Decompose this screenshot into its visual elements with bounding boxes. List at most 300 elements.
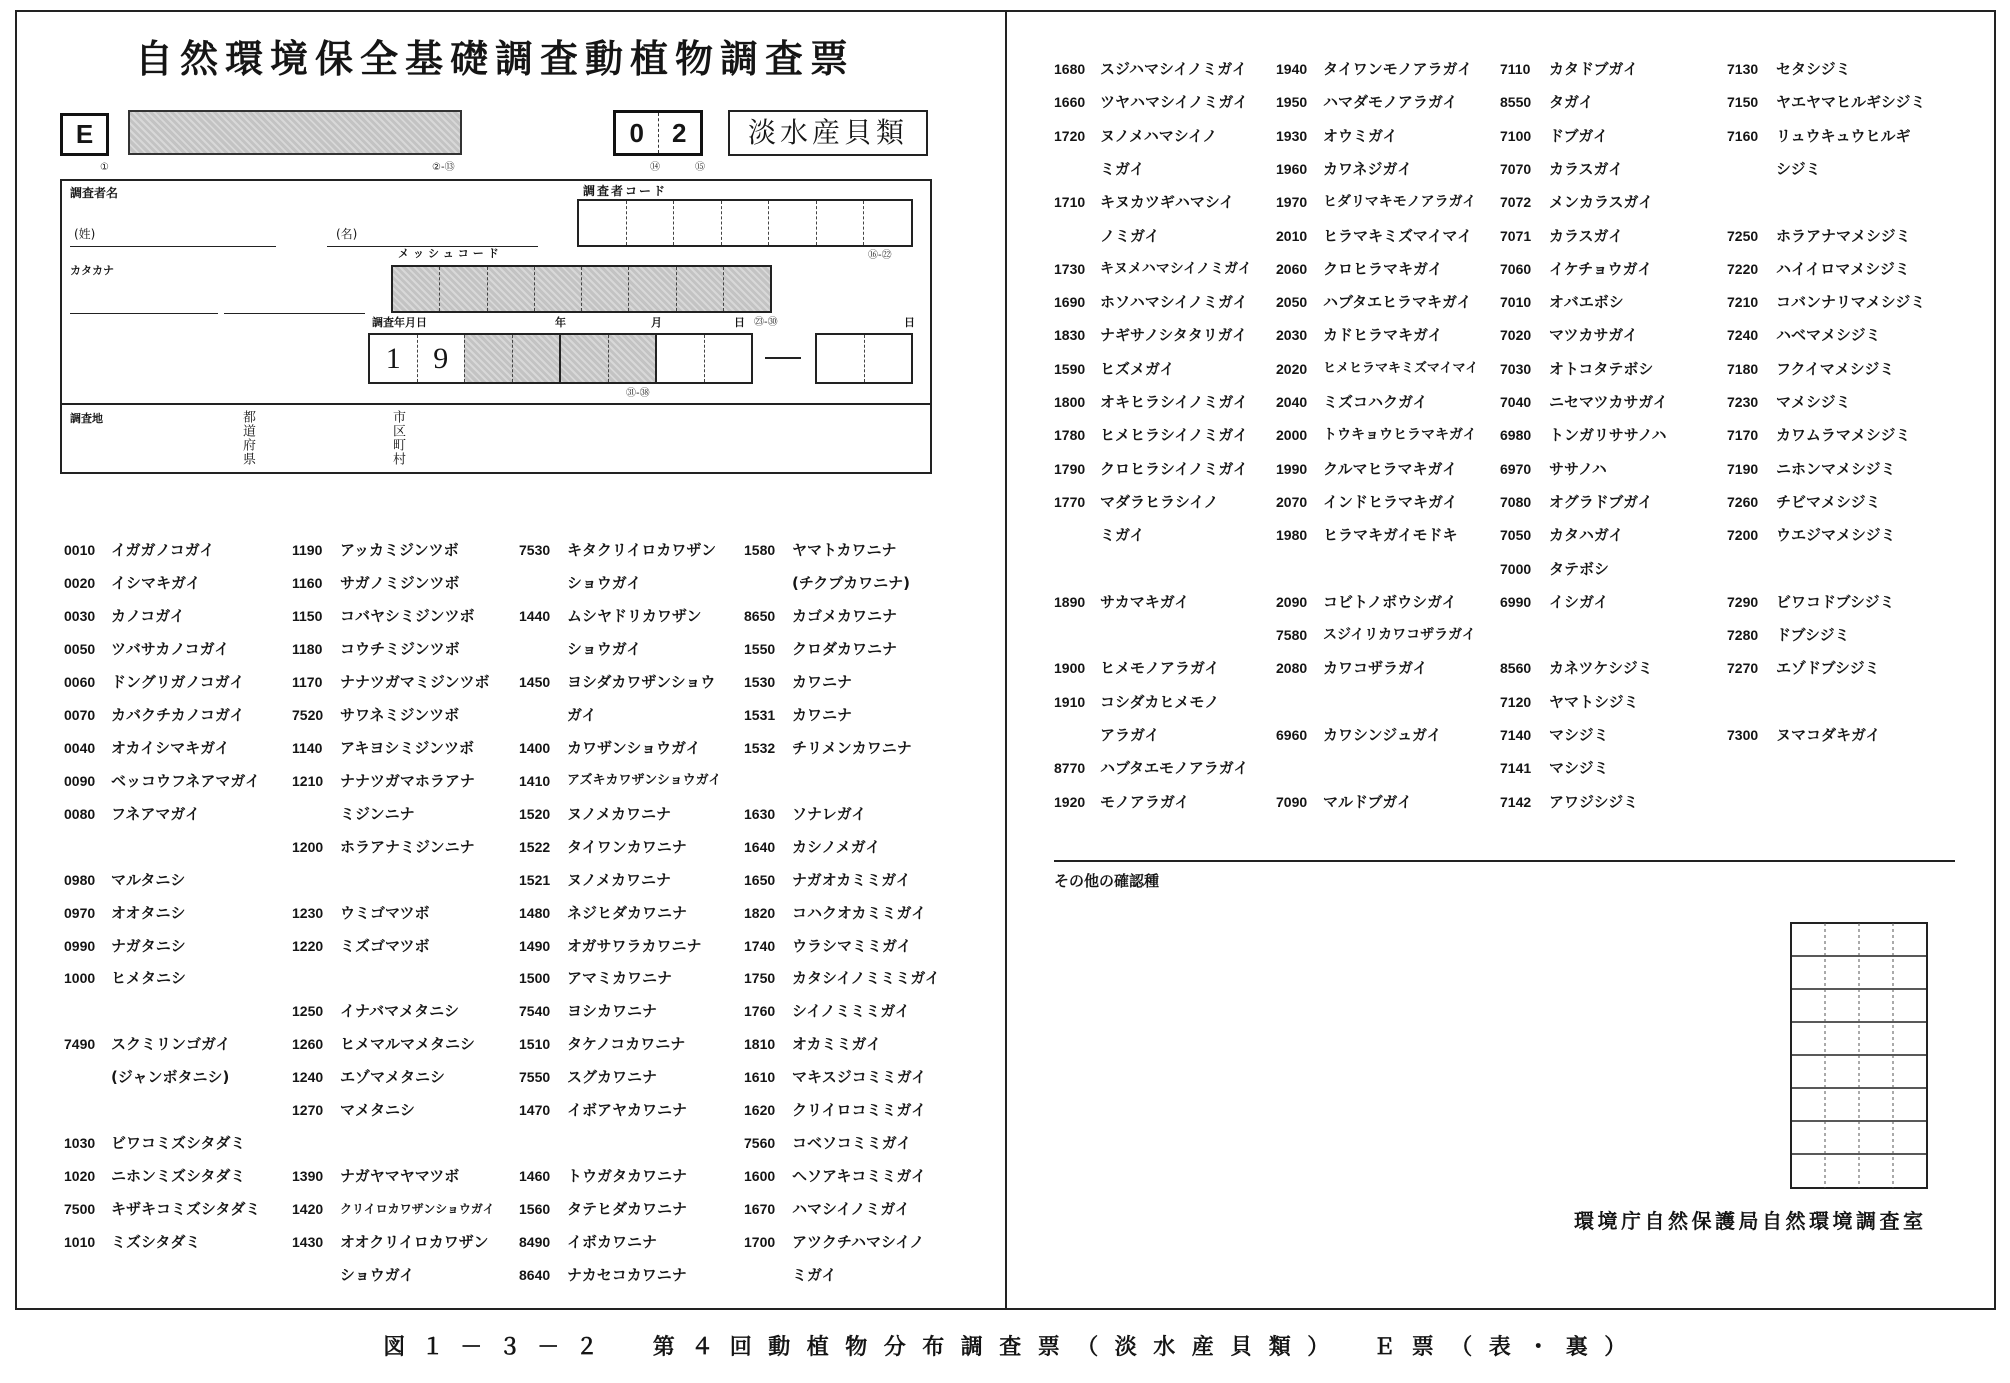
- survey-date-field: [368, 333, 753, 384]
- species-code: 1560: [519, 1201, 551, 1217]
- species-code: 1620: [744, 1102, 776, 1118]
- species-name: ヌノメカワニナ: [567, 805, 671, 823]
- species-code: 1140: [292, 740, 323, 756]
- date-cell: [559, 335, 608, 382]
- species-code: 1690: [1054, 294, 1086, 310]
- species-name: タテヒダカワニナ: [567, 1200, 688, 1218]
- species-name: ニセマツカサガイ: [1549, 393, 1668, 411]
- species-code: 7100: [1500, 128, 1532, 144]
- species-name: ササノハ: [1549, 460, 1607, 478]
- species-code: 1520: [519, 806, 551, 822]
- species-name: ニホンマメシジミ: [1776, 460, 1896, 478]
- species-name: カバクチカノコガイ: [111, 706, 245, 724]
- species-code: 7300: [1727, 727, 1759, 743]
- species-code: 7290: [1727, 594, 1759, 610]
- species-code: 1790: [1054, 461, 1086, 477]
- species-code: 7270: [1727, 660, 1759, 676]
- species-code: 1010: [64, 1234, 96, 1250]
- figure-caption: 図１－３－２ 第４回動植物分布調査票（淡水産貝類） Ｅ票（表・裏）: [383, 1335, 1643, 1360]
- species-code: 1730: [1054, 261, 1086, 277]
- species-name: ハイイロマメシジミ: [1776, 260, 1910, 278]
- date-cell: [512, 335, 560, 382]
- species-name: ホラアナマメシジミ: [1776, 227, 1911, 245]
- date-cell: [864, 335, 912, 382]
- species-code: 7000: [1500, 561, 1532, 577]
- species-code: 8770: [1054, 760, 1086, 776]
- species-name: ウエジマメシジミ: [1776, 526, 1896, 544]
- species-name: ナギサノシタタリガイ: [1100, 326, 1248, 344]
- species-name: カタドブガイ: [1549, 60, 1638, 78]
- species-name: フネアマガイ: [111, 805, 200, 823]
- code-cell: [816, 201, 864, 245]
- species-name: シジミ: [1776, 160, 1821, 178]
- surveyor-name-label: 調査者名: [70, 186, 119, 200]
- issuing-office: 環境庁自然保護局自然環境調査室: [1574, 1209, 1927, 1233]
- mesh-cell: [723, 267, 770, 311]
- mesh-cell: [534, 267, 581, 311]
- species-name: ヌノメカワニナ: [567, 871, 671, 889]
- species-name: ヒメヒラシイノミガイ: [1100, 426, 1248, 444]
- species-code: 1830: [1054, 327, 1086, 343]
- species-name: コベソコミミガイ: [792, 1134, 912, 1152]
- species-code: 1810: [744, 1036, 776, 1052]
- species-name: マシジミ: [1549, 759, 1609, 777]
- species-code: 7060: [1500, 261, 1532, 277]
- category-column-number: ⑮: [695, 162, 705, 173]
- species-name: ショウガイ: [340, 1266, 415, 1284]
- species-code: 0080: [64, 806, 96, 822]
- species-code: 1440: [519, 608, 551, 624]
- species-name: ヤマトシジミ: [1549, 693, 1639, 711]
- species-code: 1680: [1054, 61, 1086, 77]
- species-code: 1020: [64, 1168, 96, 1184]
- species-name: ヌノメハマシイノ: [1100, 127, 1218, 145]
- species-name: イシマキガイ: [111, 574, 201, 592]
- species-code: 6970: [1500, 461, 1532, 477]
- species-code: 1600: [744, 1168, 776, 1184]
- code-cell: [673, 201, 721, 245]
- species-code: 1920: [1054, 794, 1086, 810]
- species-code: 7130: [1727, 61, 1759, 77]
- species-name: ベッコウフネアマガイ: [111, 772, 260, 790]
- mesh-code-column-number: ㉓-㉚: [754, 317, 778, 328]
- species-code: 1550: [744, 641, 776, 657]
- species-code: 0970: [64, 905, 96, 921]
- card-id-field: [128, 110, 462, 155]
- species-name: トウガタカワニナ: [567, 1167, 688, 1185]
- species-name: オガサワラカワニナ: [567, 937, 702, 955]
- species-code: 1521: [519, 872, 551, 888]
- species-name: カネツケシジミ: [1549, 659, 1653, 677]
- species-code: 2020: [1276, 361, 1308, 377]
- given-name-label: (名): [336, 227, 358, 241]
- species-code: 1820: [744, 905, 776, 921]
- survey-location-label: 調査地: [70, 412, 103, 425]
- species-name: インドヒラマキガイ: [1323, 493, 1458, 511]
- species-name: アズキカワザンショウガイ: [567, 773, 722, 788]
- card-code-box: E: [60, 113, 109, 156]
- species-name: カワニナ: [792, 673, 853, 691]
- species-code: 7550: [519, 1069, 551, 1085]
- species-code: 6960: [1276, 727, 1308, 743]
- species-code: 7200: [1727, 527, 1759, 543]
- species-name: ヒメヒラマキミズマイマイ: [1323, 361, 1479, 376]
- species-name: ホラアナミジンニナ: [340, 838, 475, 856]
- species-name: キタクリイロカワザン: [567, 541, 717, 559]
- species-name: イボアヤカワニナ: [567, 1101, 688, 1119]
- species-code: 1030: [64, 1135, 96, 1151]
- species-code: 7010: [1500, 294, 1532, 310]
- species-code: 7150: [1727, 94, 1759, 110]
- species-name: コハクオカミミガイ: [792, 904, 927, 922]
- species-code: 1970: [1276, 194, 1308, 210]
- species-name: イケチョウガイ: [1549, 260, 1653, 278]
- category-column-number: ⑭: [650, 162, 660, 173]
- category-code-box: [613, 110, 703, 156]
- species-code: 7280: [1727, 627, 1759, 643]
- species-code: 1760: [744, 1003, 776, 1019]
- species-code: 8560: [1500, 660, 1532, 676]
- species-name: スグカワニナ: [567, 1068, 658, 1086]
- species-name: カワコザラガイ: [1323, 659, 1428, 677]
- species-name: マメシジミ: [1776, 393, 1851, 411]
- category-code-digit: 2: [658, 113, 701, 153]
- species-code: 1960: [1276, 161, 1308, 177]
- species-code: 7080: [1500, 494, 1532, 510]
- species-code: 7560: [744, 1135, 776, 1151]
- species-name: ミズコハクガイ: [1323, 393, 1428, 411]
- species-name: スジハマシイノミガイ: [1100, 60, 1247, 78]
- date-range-dash: [765, 357, 801, 359]
- species-name: ナガオカミミガイ: [792, 871, 911, 889]
- species-code: 7030: [1500, 361, 1532, 377]
- species-name: ショウガイ: [567, 640, 642, 658]
- species-name: タガイ: [1549, 93, 1594, 111]
- species-code: 7240: [1727, 327, 1759, 343]
- species-name: ヒズメガイ: [1100, 360, 1175, 378]
- species-code: 7220: [1727, 261, 1759, 277]
- mesh-cell: [676, 267, 723, 311]
- date-cell: [817, 335, 864, 382]
- species-code: 2080: [1276, 660, 1308, 676]
- species-code: 0090: [64, 773, 96, 789]
- species-name: オトコタテボシ: [1549, 360, 1654, 378]
- species-code: 7250: [1727, 228, 1759, 244]
- species-code: 8550: [1500, 94, 1532, 110]
- species-name: マシジミ: [1549, 726, 1609, 744]
- species-code: 1470: [519, 1102, 551, 1118]
- species-code: 6990: [1500, 594, 1532, 610]
- species-code: 1910: [1054, 694, 1086, 710]
- species-name: ヒラマキミズマイマイ: [1323, 227, 1473, 245]
- species-name: オオタニシ: [111, 904, 186, 922]
- species-name: カタシイノミミミガイ: [792, 969, 940, 987]
- species-code: 7540: [519, 1003, 551, 1019]
- species-name: マルタニシ: [111, 871, 186, 889]
- species-code: 7490: [64, 1036, 96, 1052]
- species-code: 1670: [744, 1201, 776, 1217]
- katakana-surname-underline: [70, 313, 218, 314]
- species-name: アマミカワニナ: [567, 969, 673, 987]
- species-name: オウミガイ: [1323, 127, 1398, 145]
- survey-date-column-number: ㉛-㊳: [626, 388, 650, 399]
- katakana-given-name-underline: [224, 313, 365, 314]
- code-cell: [863, 201, 911, 245]
- card-code-column-number: ①: [100, 162, 109, 173]
- species-code: 7020: [1500, 327, 1532, 343]
- species-code: 1650: [744, 872, 776, 888]
- species-name: ツヤハマシイノミガイ: [1100, 93, 1248, 111]
- species-code: 1210: [292, 773, 324, 789]
- species-name: ミズシタダミ: [111, 1233, 201, 1251]
- species-name: ガイ: [567, 706, 597, 724]
- species-code: 1420: [292, 1201, 324, 1217]
- species-name: コビトノボウシガイ: [1323, 593, 1457, 611]
- species-name: リュウキュウヒルギ: [1776, 127, 1911, 145]
- species-code: 1640: [744, 839, 776, 855]
- species-name: ヨシカワニナ: [567, 1002, 658, 1020]
- survey-date-label: 調査年月日: [372, 316, 427, 329]
- species-code: 1150: [292, 608, 323, 624]
- location-divider: [60, 403, 932, 405]
- species-name: メンカラスガイ: [1549, 193, 1654, 211]
- species-code: 1990: [1276, 461, 1308, 477]
- species-code: 1170: [292, 674, 323, 690]
- species-name: カワザンショウガイ: [567, 739, 701, 757]
- species-name: アワジシジミ: [1549, 793, 1639, 811]
- species-code: 1240: [292, 1069, 324, 1085]
- species-code: 1980: [1276, 527, 1308, 543]
- species-name: ネジヒダカワニナ: [567, 904, 688, 922]
- species-name: ヒメマルマメタニシ: [340, 1035, 476, 1053]
- species-code: 7050: [1500, 527, 1532, 543]
- species-code: 7120: [1500, 694, 1532, 710]
- species-code: 1450: [519, 674, 551, 690]
- species-name: チリメンカワニナ: [792, 739, 912, 757]
- species-code: 1390: [292, 1168, 324, 1184]
- code-cell: [721, 201, 769, 245]
- species-name: トウキョウヒラマキガイ: [1323, 427, 1477, 443]
- species-code: 1522: [519, 839, 551, 855]
- date-cell: 9: [417, 335, 465, 382]
- species-name: ヨシダカワザンショウ: [567, 673, 716, 691]
- species-name: ナナツガマミジンツボ: [340, 673, 490, 691]
- species-code: 0030: [64, 608, 96, 624]
- species-name: ハベマメシジミ: [1776, 326, 1881, 344]
- species-code: 8650: [744, 608, 776, 624]
- other-species-code-grid: [1790, 922, 1928, 1189]
- species-code: 0040: [64, 740, 96, 756]
- species-name: オカイシマキガイ: [111, 739, 230, 757]
- species-name: ウミゴマツボ: [340, 904, 430, 922]
- species-name: モノアラガイ: [1100, 793, 1190, 811]
- species-name: チビマメシジミ: [1776, 493, 1881, 511]
- species-code: 1000: [64, 970, 96, 986]
- species-code: 7110: [1500, 61, 1531, 77]
- species-code: 1260: [292, 1036, 324, 1052]
- species-code: 7530: [519, 542, 551, 558]
- species-code: 1500: [519, 970, 551, 986]
- species-name: ハマダモノアラガイ: [1323, 93, 1458, 111]
- species-code: 1700: [744, 1234, 776, 1250]
- species-name: ナナツガマホラアナ: [340, 772, 475, 790]
- species-name: ドブシジミ: [1776, 626, 1850, 644]
- species-code: 1750: [744, 970, 776, 986]
- species-name: クロヒラマキガイ: [1323, 260, 1443, 278]
- species-code: 1480: [519, 905, 551, 921]
- species-name: マダラヒラシイノ: [1100, 493, 1219, 511]
- species-name: タテボシ: [1549, 560, 1610, 578]
- species-code: 1950: [1276, 94, 1308, 110]
- species-code: 0050: [64, 641, 96, 657]
- species-name: カワムラマメシジミ: [1776, 426, 1911, 444]
- species-name: ハブタエヒラマキガイ: [1323, 293, 1472, 311]
- species-code: 1720: [1054, 128, 1086, 144]
- date-cell: [464, 335, 512, 382]
- species-code: 7160: [1727, 128, 1759, 144]
- species-name: カシノメガイ: [792, 838, 881, 856]
- category-name-box: 淡水産貝類: [728, 110, 928, 156]
- species-code: 1710: [1054, 194, 1086, 210]
- species-code: 1400: [519, 740, 551, 756]
- species-name: カゴメカワニナ: [792, 607, 898, 625]
- species-name: サワネミジンツボ: [340, 706, 460, 724]
- species-code: 1532: [744, 740, 776, 756]
- species-code: 1250: [292, 1003, 324, 1019]
- species-code: 7072: [1500, 194, 1532, 210]
- species-name: ウラシマミミガイ: [792, 937, 912, 955]
- species-name: ナガヤマヤマツボ: [340, 1167, 460, 1185]
- category-code-digit: 0: [629, 118, 644, 148]
- species-name: ホソハマシイノミガイ: [1100, 293, 1248, 311]
- species-name: トンガリササノハ: [1549, 426, 1667, 444]
- panel-divider: [1005, 10, 1007, 1310]
- species-code: 0060: [64, 674, 96, 690]
- species-code: 0020: [64, 575, 96, 591]
- species-code: 1590: [1054, 361, 1086, 377]
- species-name: オグラドブガイ: [1549, 493, 1653, 511]
- species-code: 8490: [519, 1234, 551, 1250]
- species-code: 1230: [292, 905, 324, 921]
- species-name: ナカセコカワニナ: [567, 1266, 687, 1284]
- species-name: コシダカヒメモノ: [1100, 693, 1220, 711]
- species-name: ヒメモノアラガイ: [1100, 659, 1220, 677]
- species-name: サカマキガイ: [1100, 593, 1190, 611]
- species-name: ヒメタニシ: [111, 969, 187, 987]
- species-name: イナバマメタニシ: [340, 1002, 460, 1020]
- species-name: ノミガイ: [1100, 227, 1160, 245]
- date-cell: [704, 335, 752, 382]
- code-cell: [626, 201, 674, 245]
- mesh-cell: [393, 267, 439, 311]
- species-code: 1610: [744, 1069, 776, 1085]
- species-code: 1930: [1276, 128, 1308, 144]
- surname-underline: [70, 246, 276, 247]
- species-name: スジイリカワコザラガイ: [1323, 627, 1476, 643]
- species-code: 1270: [292, 1102, 324, 1118]
- species-code: 7230: [1727, 394, 1759, 410]
- species-name: ハマシイノミガイ: [792, 1200, 910, 1218]
- code-cell: [579, 201, 626, 245]
- species-name: ドブガイ: [1549, 127, 1608, 145]
- code-cell: [768, 201, 816, 245]
- species-name: クロダカワニナ: [792, 640, 898, 658]
- species-code: 7141: [1500, 760, 1532, 776]
- species-code: 7170: [1727, 427, 1759, 443]
- species-name: アッカミジンツボ: [340, 541, 459, 559]
- species-name: ヤマトカワニナ: [792, 541, 897, 559]
- date-cell: [655, 335, 704, 382]
- species-name: アラガイ: [1100, 726, 1160, 744]
- species-code: 2010: [1276, 228, 1308, 244]
- species-name: エゾドブシジミ: [1776, 659, 1880, 677]
- species-name: マツカサガイ: [1549, 326, 1638, 344]
- mesh-cell: [487, 267, 534, 311]
- species-name: コバヤシミジンツボ: [340, 607, 475, 625]
- species-code: 0990: [64, 938, 96, 954]
- surname-label: (姓): [74, 227, 96, 241]
- species-code: 0980: [64, 872, 96, 888]
- mesh-cell: [628, 267, 675, 311]
- species-code: 7190: [1727, 461, 1759, 477]
- species-name: ミズゴマツボ: [340, 937, 430, 955]
- species-code: 1410: [519, 773, 551, 789]
- species-code: 1800: [1054, 394, 1086, 410]
- species-name: キヌメハマシイノミガイ: [1100, 261, 1252, 277]
- surveyor-code-field: [577, 199, 913, 247]
- species-name: キザキコミズシタダミ: [111, 1200, 261, 1218]
- species-code: 1460: [519, 1168, 551, 1184]
- species-code: 1940: [1276, 61, 1308, 77]
- species-name: ミガイ: [792, 1266, 837, 1284]
- end-day-field: [815, 333, 913, 384]
- species-code: 2050: [1276, 294, 1308, 310]
- species-name: ヌマコダキガイ: [1776, 726, 1881, 744]
- species-code: 1630: [744, 806, 776, 822]
- species-code: 2040: [1276, 394, 1308, 410]
- species-code: 7580: [1276, 627, 1308, 643]
- mesh-cell: [439, 267, 486, 311]
- species-name: イボカワニナ: [567, 1233, 658, 1251]
- species-name: ビワコミズシタダミ: [111, 1134, 246, 1152]
- species-code: 1200: [292, 839, 324, 855]
- species-code: 2060: [1276, 261, 1308, 277]
- species-name: スクミリンゴガイ: [111, 1035, 231, 1053]
- species-name: イガガノコガイ: [111, 541, 215, 559]
- species-code: 7040: [1500, 394, 1532, 410]
- species-name: マルドブガイ: [1323, 793, 1412, 811]
- species-code: 7260: [1727, 494, 1759, 510]
- species-name: セタシジミ: [1776, 60, 1851, 78]
- species-name: オカミミガイ: [792, 1035, 882, 1053]
- mesh-code-field: [391, 265, 772, 313]
- species-code: 1430: [292, 1234, 324, 1250]
- species-name: ミガイ: [1100, 526, 1145, 544]
- species-name: クリイロカワザンショウガイ: [340, 1202, 495, 1216]
- other-species-divider: [1054, 860, 1955, 862]
- species-code: 1580: [744, 542, 776, 558]
- species-code: 1220: [292, 938, 324, 954]
- species-name: タイワンカワニナ: [567, 838, 687, 856]
- species-name: ミジンニナ: [340, 805, 415, 823]
- species-name: カラスガイ: [1549, 227, 1624, 245]
- species-code: 2090: [1276, 594, 1308, 610]
- species-code: 1490: [519, 938, 551, 954]
- species-name: コバンナリマメシジミ: [1776, 293, 1926, 311]
- day-label: 日: [734, 316, 745, 329]
- surveyor-code-column-number: ⑯-㉒: [868, 250, 892, 261]
- municipality-label: 市区町村: [390, 410, 405, 466]
